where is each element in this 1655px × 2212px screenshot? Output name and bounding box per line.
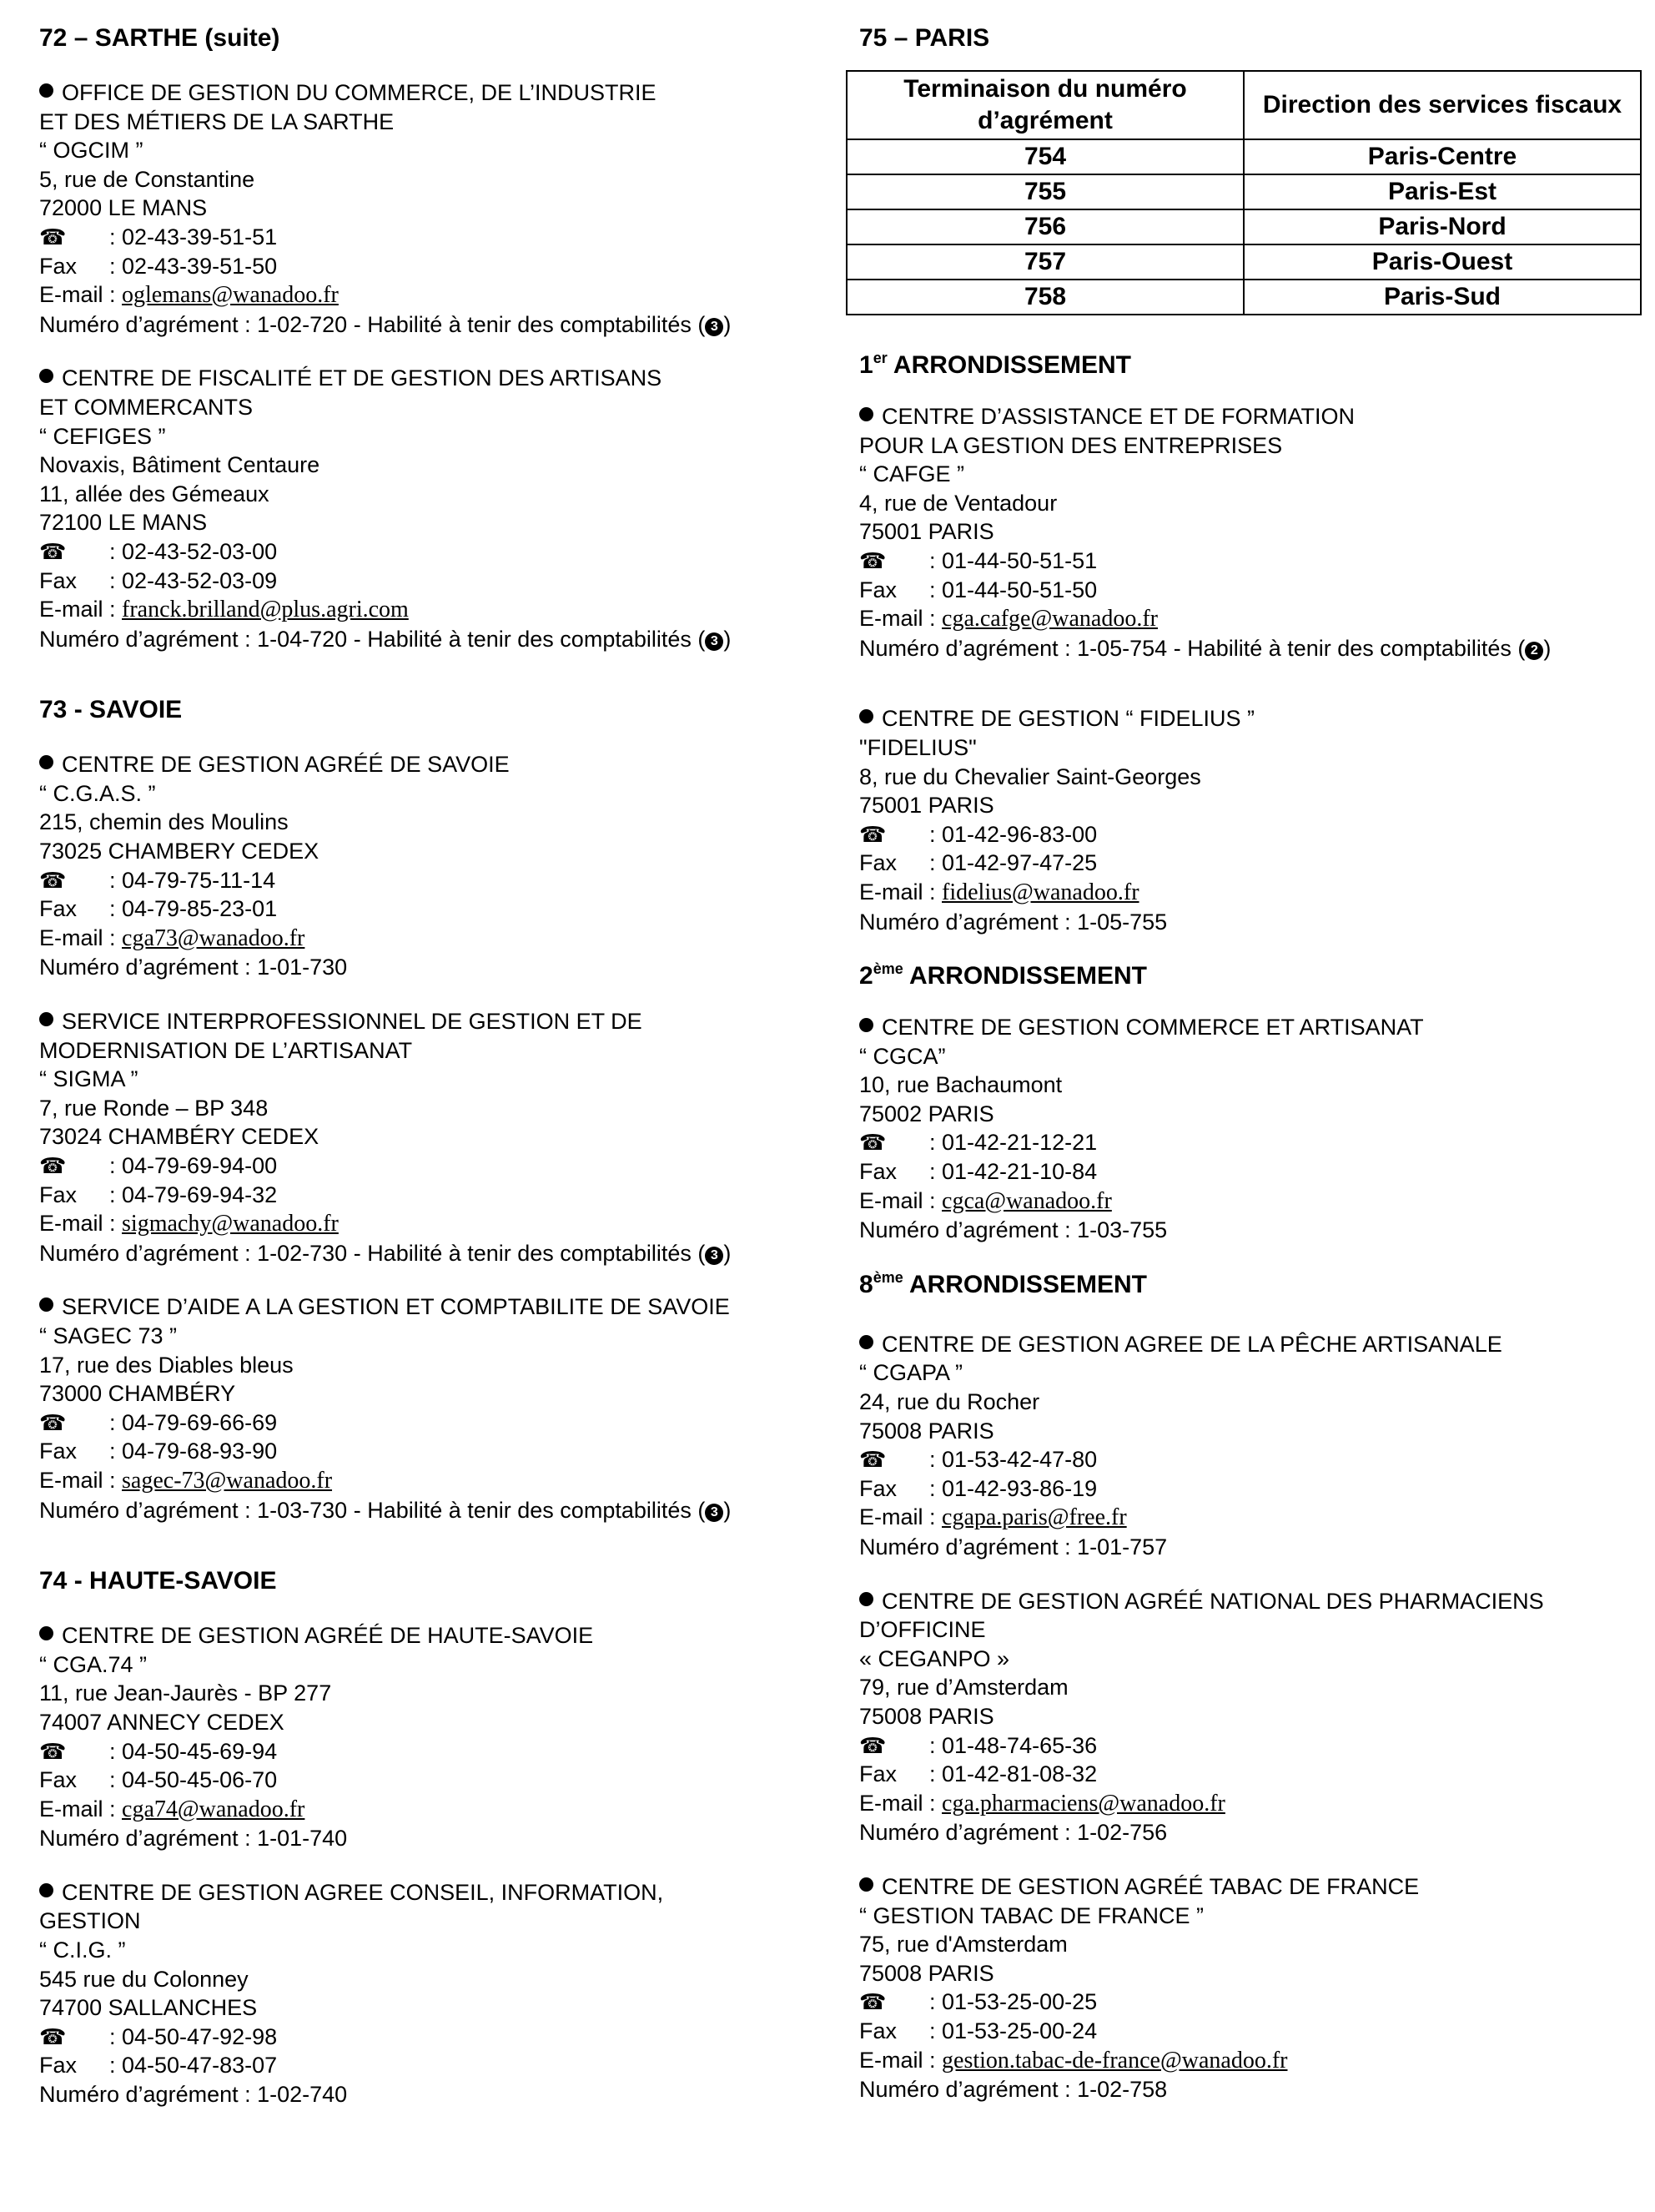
email-link[interactable]: franck.brilland@plus.agri.com (122, 597, 409, 623)
fax-label: Fax (39, 1439, 78, 1464)
telephone-icon: ☎ (859, 1130, 887, 1156)
table-row (847, 174, 1641, 209)
bullet-icon (859, 1877, 873, 1892)
fax-number: : 04-50-45-06-70 (109, 1767, 278, 1793)
email-label: E-mail : (859, 879, 943, 904)
bullet-icon (859, 709, 873, 723)
phone-number: : 02-43-39-51-51 (109, 224, 278, 249)
email-link[interactable]: sigmachy@wanadoo.fr (122, 1211, 339, 1237)
table-row (847, 139, 1641, 174)
phone-number: : 01-53-42-47-80 (929, 1447, 1098, 1473)
phone-number: : 01-48-74-65-36 (929, 1732, 1098, 1758)
org-name: CENTRE DE GESTION COMMERCE ET ARTISANAT (882, 1015, 1424, 1040)
listing-sagec (39, 1292, 815, 1524)
arr-suffix: ème (873, 960, 903, 978)
agrement-text: Numéro d’agrément : 1-02-720 - Habilité à tenir des comptabilités ( (39, 311, 706, 337)
bullet-icon (39, 1012, 53, 1026)
org-acronym: “ GESTION TABAC DE FRANCE ” (859, 1902, 1205, 1928)
listing-ogcim (39, 78, 815, 339)
fax-label: Fax (39, 1182, 78, 1207)
telephone-icon: ☎ (859, 1989, 887, 2015)
fax-number: : 04-79-68-93-90 (109, 1439, 278, 1464)
paris-directions-table (846, 70, 1642, 315)
email-link[interactable]: gestion.tabac-de-france@wanadoo.fr (942, 2047, 1288, 2073)
arr-number: 8 (859, 1270, 873, 1298)
telephone-icon: ☎ (39, 1409, 67, 1435)
arr-label: ARRONDISSEMENT (903, 1270, 1147, 1298)
circled-number-icon: 3 (705, 632, 723, 651)
org-acronym: “ CAFGE ” (859, 461, 964, 487)
table-cell-num: 755 (847, 174, 1244, 209)
org-acronym: “ CGCA” (859, 1043, 946, 1069)
telephone-icon: ☎ (859, 1732, 887, 1758)
section-title-75: 75 – PARIS (859, 24, 990, 52)
telephone-icon: ☎ (39, 2023, 67, 2049)
telephone-icon: ☎ (39, 1153, 67, 1178)
bullet-icon (39, 1626, 53, 1640)
org-name: SERVICE D’AIDE A LA GESTION ET COMPTABILITE DE SAVOIE (62, 1294, 730, 1320)
org-name-cont: D’OFFICINE (859, 1617, 986, 1643)
org-acronym: “ C.I.G. ” (39, 1937, 126, 1963)
org-name-cont: GESTION (39, 1908, 141, 1934)
listing-cga74 (39, 1621, 815, 1853)
listing-cgas (39, 750, 815, 982)
telephone-icon: ☎ (39, 1738, 67, 1764)
bullet-icon (859, 1335, 873, 1349)
arrondissement-title-8 (859, 1270, 1643, 1300)
table-cell-dir: Paris-Sud (1244, 280, 1641, 315)
close-paren: ) (1543, 635, 1552, 661)
address-line: 8, rue du Chevalier Saint-Georges (859, 763, 1201, 789)
address-line: 215, chemin des Moulins (39, 809, 289, 835)
fax-number: : 01-42-81-08-32 (929, 1761, 1098, 1787)
table-cell-num: 758 (847, 280, 1244, 315)
fax-number: : 04-79-69-94-32 (109, 1182, 278, 1207)
org-name: CENTRE DE GESTION AGREE DE LA PÊCHE ARTISANALE (882, 1331, 1502, 1357)
table-cell-dir: Paris-Ouest (1244, 244, 1641, 280)
email-link[interactable]: cgapa.paris@free.fr (942, 1504, 1127, 1531)
table-header-terminaison: Terminaison du numéro d’agrément (847, 71, 1244, 139)
right-column (859, 23, 1643, 2104)
org-acronym: « CEGANPO » (859, 1645, 1010, 1671)
address-line: 73000 CHAMBÉRY (39, 1381, 236, 1407)
org-name: CENTRE DE FISCALITÉ ET DE GESTION DES ARTISANS (62, 365, 662, 391)
listing-ceganpo (859, 1587, 1643, 1847)
phone-number: : 04-79-69-94-00 (109, 1153, 278, 1178)
email-label: E-mail : (39, 597, 123, 622)
phone-number: : 04-79-75-11-14 (109, 867, 276, 893)
agrement-text: Numéro d’agrément : 1-03-730 - Habilité à tenir des comptabilités ( (39, 1497, 706, 1523)
table-row (847, 280, 1641, 315)
email-link[interactable]: sagec-73@wanadoo.fr (122, 1467, 333, 1494)
fax-number: : 01-42-93-86-19 (929, 1475, 1098, 1501)
table-row (847, 244, 1641, 280)
close-paren: ) (723, 1497, 732, 1523)
bullet-icon (859, 407, 873, 421)
bullet-icon (859, 1592, 873, 1606)
table-cell-num: 754 (847, 139, 1244, 174)
address-line: 75008 PARIS (859, 1703, 994, 1729)
table-header-direction: Direction des services fiscaux (1244, 71, 1641, 139)
address-line: 5, rue de Constantine (39, 166, 255, 192)
arr-number: 1 (859, 351, 873, 379)
fax-label: Fax (859, 2018, 898, 2043)
fax-label: Fax (39, 253, 78, 279)
telephone-icon: ☎ (859, 1447, 887, 1473)
email-link[interactable]: cga.cafge@wanadoo.fr (942, 606, 1158, 632)
fax-number: : 04-79-85-23-01 (109, 896, 278, 922)
bullet-icon (859, 1018, 873, 1032)
section-title-72: 72 – SARTHE (suite) (39, 24, 280, 52)
address-line: 74007 ANNECY CEDEX (39, 1709, 284, 1735)
address-line: 4, rue de Ventadour (859, 490, 1058, 516)
org-name-cont: ET COMMERCANTS (39, 394, 254, 420)
org-name: CENTRE DE GESTION AGRÉÉ TABAC DE FRANCE (882, 1873, 1420, 1899)
address-line: 75008 PARIS (859, 1960, 994, 1986)
circled-number-icon: 2 (1525, 642, 1543, 660)
address-line: 24, rue du Rocher (859, 1389, 1040, 1415)
close-paren: ) (723, 311, 732, 337)
address-line: 75, rue d'Amsterdam (859, 1932, 1068, 1958)
address-line: 75008 PARIS (859, 1418, 994, 1444)
agrement-text: Numéro d’agrément : 1-02-730 - Habilité à tenir des comptabilités ( (39, 1240, 706, 1266)
listing-cig (39, 1878, 815, 2109)
address-line: 75001 PARIS (859, 793, 994, 819)
table-header-row (847, 71, 1641, 139)
bullet-icon (39, 1297, 53, 1312)
fax-number: : 01-42-21-10-84 (929, 1159, 1098, 1185)
org-acronym: “ SIGMA ” (39, 1066, 138, 1092)
circled-number-icon: 3 (705, 318, 723, 336)
table-row (847, 209, 1641, 244)
agrement-text: Numéro d’agrément : 1-05-755 (859, 909, 1168, 935)
email-label: E-mail : (859, 2047, 943, 2073)
agrement-text: Numéro d’agrément : 1-01-730 (39, 955, 348, 980)
fax-label: Fax (859, 577, 898, 602)
email-link[interactable]: cga73@wanadoo.fr (122, 925, 305, 951)
fax-number: : 01-53-25-00-24 (929, 2018, 1098, 2043)
email-label: E-mail : (859, 1790, 943, 1816)
listing-cafge (859, 402, 1643, 663)
org-name: CENTRE D’ASSISTANCE ET DE FORMATION (882, 404, 1356, 429)
agrement-text: Numéro d’agrément : 1-05-754 - Habilité à tenir des comptabilités ( (859, 635, 1526, 661)
address-line: 73025 CHAMBERY CEDEX (39, 839, 319, 864)
bullet-icon (39, 83, 53, 98)
email-link[interactable]: fidelius@wanadoo.fr (942, 879, 1139, 905)
listing-fidelius (859, 704, 1643, 936)
phone-number: : 04-79-69-66-69 (109, 1409, 278, 1435)
org-acronym: “ CGA.74 ” (39, 1651, 148, 1677)
address-line: 545 rue du Colonney (39, 1966, 249, 1992)
fax-number: : 02-43-39-51-50 (109, 253, 278, 279)
fax-label: Fax (39, 567, 78, 593)
fax-number: : 01-42-97-47-25 (929, 850, 1098, 876)
agrement-text: Numéro d’agrément : 1-01-740 (39, 1826, 348, 1852)
email-link[interactable]: oglemans@wanadoo.fr (122, 282, 339, 309)
org-name: OFFICE DE GESTION DU COMMERCE, DE L’INDUSTRIE (62, 80, 656, 105)
phone-number: : 04-50-45-69-94 (109, 1738, 278, 1764)
arr-suffix: ème (873, 1268, 903, 1286)
org-acronym: “ CEFIGES ” (39, 423, 166, 449)
circled-number-icon: 3 (705, 1247, 723, 1265)
fax-number: : 04-50-47-83-07 (109, 2053, 278, 2078)
phone-number: : 04-50-47-92-98 (109, 2023, 278, 2049)
section-title-73: 73 - SAVOIE (39, 696, 183, 724)
address-line: 79, rue d’Amsterdam (859, 1675, 1069, 1701)
org-name: CENTRE DE GESTION AGRÉÉ DE HAUTE-SAVOIE (62, 1623, 594, 1649)
agrement-text: Numéro d’agrément : 1-04-720 - Habilité à tenir des comptabilités ( (39, 626, 706, 652)
org-name: CENTRE DE GESTION AGRÉÉ DE SAVOIE (62, 752, 510, 778)
listing-cgca (859, 1013, 1643, 1245)
fax-label: Fax (39, 1767, 78, 1793)
address-line: 75001 PARIS (859, 519, 994, 545)
telephone-icon: ☎ (859, 547, 887, 573)
fax-label: Fax (859, 1159, 898, 1185)
phone-number: : 01-42-21-12-21 (929, 1130, 1098, 1156)
section-title-74: 74 - HAUTE-SAVOIE (39, 1567, 277, 1595)
org-name: CENTRE DE GESTION AGRÉÉ NATIONAL DES PHARMACIENS (882, 1588, 1544, 1614)
fax-label: Fax (859, 1761, 898, 1787)
org-name-cont: MODERNISATION DE L’ARTISANAT (39, 1037, 413, 1063)
bullet-icon (39, 369, 53, 383)
org-acronym: “ SAGEC 73 ” (39, 1323, 178, 1348)
fax-label: Fax (39, 896, 78, 922)
telephone-icon: ☎ (39, 867, 67, 893)
arr-suffix: er (873, 350, 888, 366)
address-line: 17, rue des Diables bleus (39, 1352, 294, 1378)
address-line: 72000 LE MANS (39, 195, 208, 221)
address-line: 11, rue Jean-Jaurès - BP 277 (39, 1680, 332, 1706)
arrondissement-title-2 (859, 961, 1643, 991)
agrement-text: Numéro d’agrément : 1-03-755 (859, 1217, 1168, 1243)
fax-label: Fax (39, 2053, 78, 2078)
address-line: 10, rue Bachaumont (859, 1072, 1063, 1098)
org-acronym: "FIDELIUS" (859, 734, 977, 760)
agrement-text: Numéro d’agrément : 1-01-757 (859, 1534, 1168, 1559)
phone-number: : 01-42-96-83-00 (929, 821, 1098, 847)
fax-label: Fax (859, 1475, 898, 1501)
email-label: E-mail : (859, 606, 943, 632)
email-label: E-mail : (39, 925, 123, 950)
table-cell-num: 756 (847, 209, 1244, 244)
address-line: 73024 CHAMBÉRY CEDEX (39, 1124, 319, 1150)
telephone-icon: ☎ (39, 224, 67, 249)
bullet-icon (39, 1883, 53, 1897)
email-link[interactable]: cga.pharmaciens@wanadoo.fr (942, 1790, 1225, 1816)
phone-number: : 01-44-50-51-51 (929, 547, 1098, 573)
agrement-text: Numéro d’agrément : 1-02-740 (39, 2082, 348, 2108)
fax-label: Fax (859, 850, 898, 876)
table-cell-dir: Paris-Nord (1244, 209, 1641, 244)
address-line: 7, rue Ronde – BP 348 (39, 1095, 269, 1121)
close-paren: ) (723, 626, 732, 652)
org-acronym: “ CGAPA ” (859, 1360, 963, 1386)
email-link[interactable]: cga74@wanadoo.fr (122, 1796, 305, 1822)
email-label: E-mail : (39, 1796, 123, 1821)
table-cell-num: 757 (847, 244, 1244, 280)
address-line: 74700 SALLANCHES (39, 1995, 258, 2021)
org-name: CENTRE DE GESTION AGREE CONSEIL, INFORMATION, (62, 1879, 664, 1905)
arr-number: 2 (859, 962, 873, 990)
email-label: E-mail : (859, 1187, 943, 1213)
arr-label: ARRONDISSEMENT (903, 962, 1147, 990)
org-name-cont: ET DES MÉTIERS DE LA SARTHE (39, 108, 395, 134)
circled-number-icon: 3 (705, 1504, 723, 1522)
telephone-icon: ☎ (859, 821, 887, 847)
org-name: SERVICE INTERPROFESSIONNEL DE GESTION ET DE (62, 1009, 642, 1035)
org-name: CENTRE DE GESTION “ FIDELIUS ” (882, 706, 1255, 732)
fax-number: : 02-43-52-03-09 (109, 567, 278, 593)
address-line: Novaxis, Bâtiment Centaure (39, 452, 320, 478)
agrement-text: Numéro d’agrément : 1-02-756 (859, 1820, 1168, 1846)
email-link[interactable]: cgca@wanadoo.fr (942, 1187, 1112, 1214)
phone-number: : 02-43-52-03-00 (109, 538, 278, 564)
table-cell-dir: Paris-Centre (1244, 139, 1641, 174)
address-line: 11, allée des Gémeaux (39, 481, 269, 506)
org-name-cont: POUR LA GESTION DES ENTREPRISES (859, 432, 1283, 458)
email-label: E-mail : (39, 282, 123, 308)
table-cell-dir: Paris-Est (1244, 174, 1641, 209)
listing-tabac-de-france (859, 1872, 1643, 2104)
org-acronym: “ C.G.A.S. ” (39, 780, 156, 806)
address-line: 72100 LE MANS (39, 510, 208, 536)
left-column (39, 23, 815, 2109)
arrondissement-title-1 (859, 350, 1643, 380)
listing-cefiges (39, 364, 815, 653)
telephone-icon: ☎ (39, 538, 67, 564)
email-label: E-mail : (859, 1504, 943, 1530)
agrement-text: Numéro d’agrément : 1-02-758 (859, 2077, 1168, 2103)
listing-sigma (39, 1007, 815, 1267)
arr-label: ARRONDISSEMENT (887, 351, 1131, 379)
org-acronym: “ OGCIM ” (39, 138, 143, 164)
listing-cgapa (859, 1330, 1643, 1562)
email-label: E-mail : (39, 1467, 123, 1493)
fax-number: : 01-44-50-51-50 (929, 577, 1098, 602)
close-paren: ) (723, 1240, 732, 1266)
address-line: 75002 PARIS (859, 1101, 994, 1126)
phone-number: : 01-53-25-00-25 (929, 1989, 1098, 2015)
bullet-icon (39, 755, 53, 769)
email-label: E-mail : (39, 1211, 123, 1237)
